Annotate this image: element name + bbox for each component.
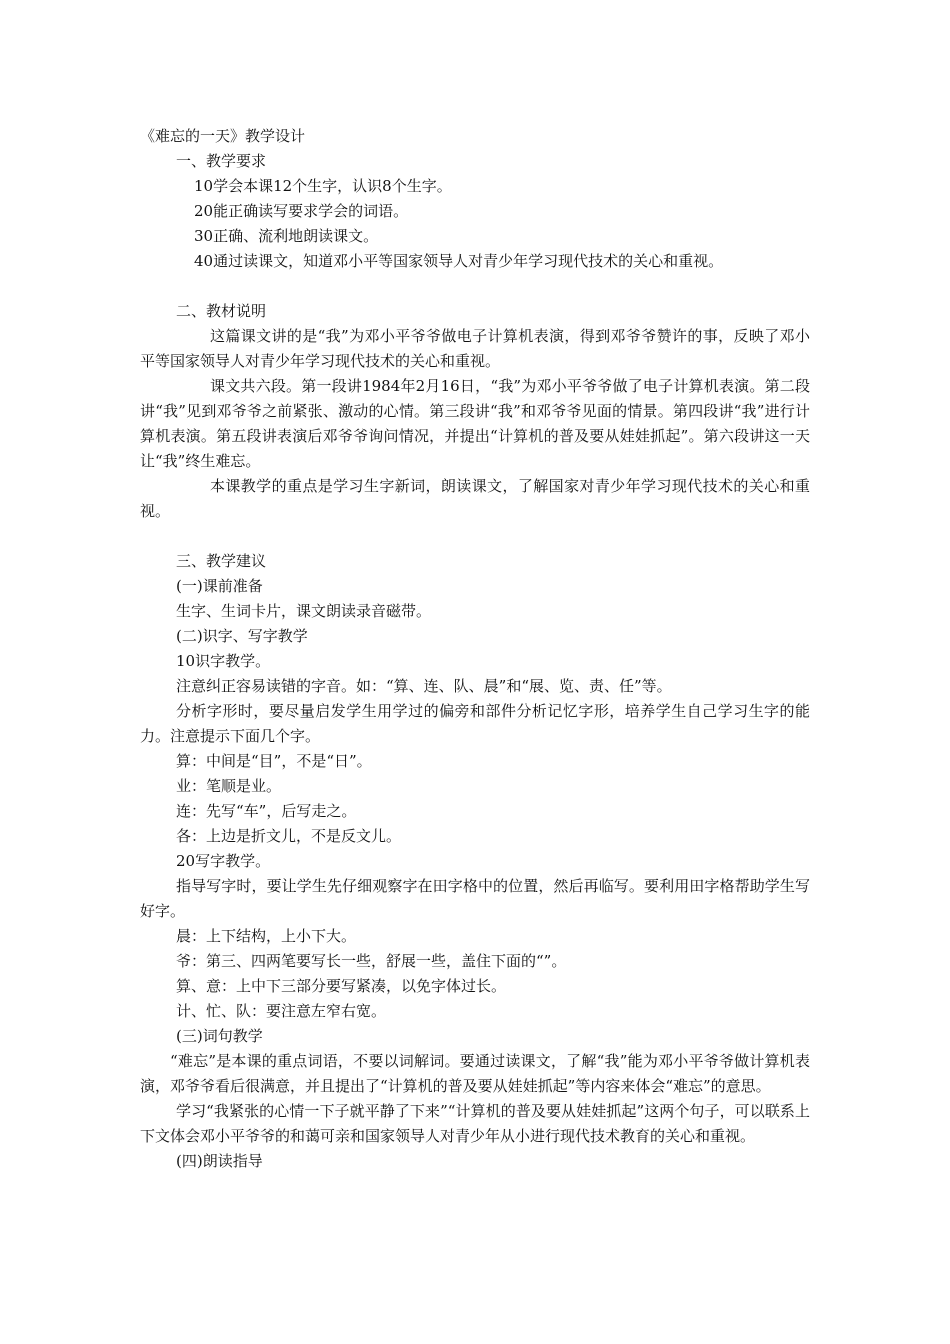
numbered-item: 20写字教学。 — [176, 852, 271, 870]
section-spacer — [140, 274, 810, 299]
materials-paragraph: 课文共六段。第一段讲1984年2月16日，“我”为邓小平爷爷做了电子计算机表演。第二段讲“我”见到邓爷爷之前紧张、激动的心情。第三段讲“我”和邓爷爷见面的情景。第四段讲“我”进行计算机表演。第五段讲表演后邓爷爷询问情况，并提出“计算机的普及要从娃娃抓起”。第六段讲这一天让“我”终生难忘。 — [140, 377, 810, 470]
subsection-text: 生字、生词卡片，课文朗读录音磁带。 — [176, 602, 432, 620]
writing-guidance-paragraph: 指导写字时，要让学生先仔细观察字在田字格中的位置，然后再临写。要利用田字格帮助学生写好字。 — [140, 877, 810, 920]
requirement-item: 40通过读课文，知道邓小平等国家领导人对青少年学习现代技术的关心和重视。 — [194, 252, 724, 270]
character-note: 各：上边是折文儿，不是反文儿。 — [176, 827, 402, 845]
materials-paragraph: 本课教学的重点是学习生字新词，朗读课文，了解国家对青少年学习现代技术的关心和重视。 — [140, 477, 810, 520]
character-note: 爷：第三、四两笔要写长一些，舒展一些，盖住下面的“”。 — [176, 952, 567, 970]
section-spacer — [140, 524, 810, 549]
character-note: 业：笔顺是业。 — [176, 777, 282, 795]
requirement-item: 10学会本课12个生字，认识8个生字。 — [194, 177, 452, 195]
materials-paragraph: 这篇课文讲的是“我”为邓小平爷爷做电子计算机表演，得到邓爷爷赞许的事，反映了邓小平等国家领导人对青少年学习现代技术的关心和重视。 — [140, 327, 810, 370]
character-note: 算：中间是“目”，不是“日”。 — [176, 752, 372, 770]
subsection-heading: (一)课前准备 — [176, 577, 263, 595]
subsection-heading: (四)朗读指导 — [176, 1152, 263, 1170]
section-heading-suggestions: 三、教学建议 — [176, 552, 267, 570]
pronunciation-note: 注意纠正容易读错的字音。如：“算、连、队、晨”和“展、览、责、任”等。 — [176, 677, 672, 695]
vocabulary-paragraph: “难忘”是本课的重点词语，不要以词解词。要通过读课文，了解“我”能为邓小平爷爷做计算机表演，邓爷爷看后很满意，并且提出了“计算机的普及要从娃娃抓起”等内容来体会“难忘”的意思。 — [140, 1052, 810, 1095]
document-title: 《难忘的一天》教学设计 — [140, 127, 306, 145]
requirement-item: 20能正确读写要求学会的词语。 — [194, 202, 409, 220]
character-note: 计、忙、队：要注意左窄右宽。 — [176, 1002, 387, 1020]
requirement-item: 30正确、流利地朗读课文。 — [194, 227, 379, 245]
vocabulary-paragraph: 学习“我紧张的心情一下子就平静了下来”“计算机的普及要从娃娃抓起”这两个句子，可以联系上下文体会邓小平爷爷的和蔼可亲和国家领导人对青少年从小进行现代技术教育的关心和重视。 — [140, 1102, 810, 1145]
character-note: 算、意：上中下三部分要写紧凑，以免字体过长。 — [176, 977, 507, 995]
numbered-item: 10识字教学。 — [176, 652, 271, 670]
section-heading-requirements: 一、教学要求 — [176, 152, 267, 170]
subsection-heading: (二)识字、写字教学 — [176, 627, 308, 645]
document-body — [140, 124, 810, 1174]
glyph-analysis-paragraph: 分析字形时，要尽量启发学生用学过的偏旁和部件分析记忆字形，培养学生自己学习生字的能力。注意提示下面几个字。 — [140, 702, 810, 745]
subsection-heading: (三)词句教学 — [176, 1027, 263, 1045]
character-note: 晨：上下结构，上小下大。 — [176, 927, 357, 945]
character-note: 连：先写“车”，后写走之。 — [176, 802, 357, 820]
section-heading-materials: 二、教材说明 — [176, 302, 267, 320]
